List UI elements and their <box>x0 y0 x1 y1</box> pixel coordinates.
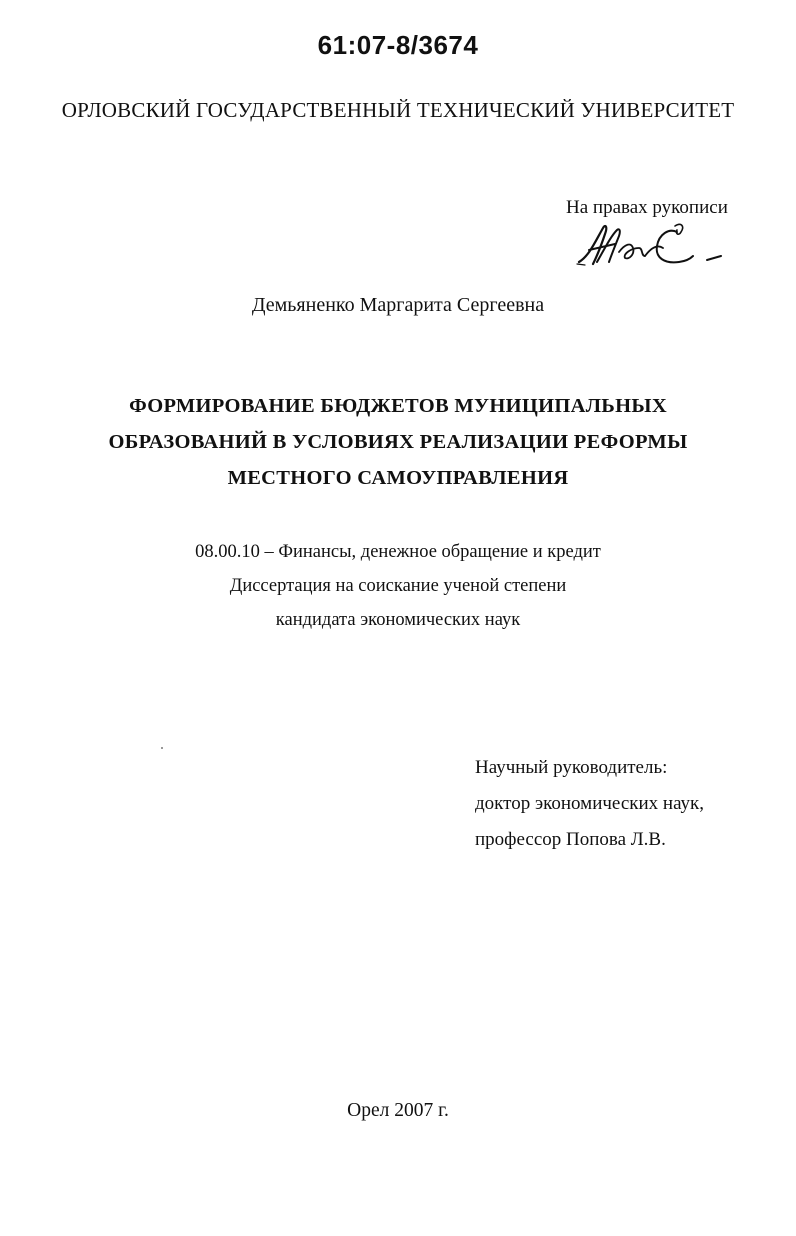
scan-speck <box>161 747 163 749</box>
supervisor-block <box>475 750 704 858</box>
author-name: Демьяненко Маргарита Сергеевна <box>251 294 545 316</box>
title-line: МЕСТНОГО САМОУПРАВЛЕНИЯ <box>227 467 569 489</box>
title-line: ОБРАЗОВАНИЙ В УСЛОВИЯХ РЕАЛИЗАЦИИ РЕФОРМЫ <box>108 431 688 453</box>
rights-note: На правах рукописи <box>566 197 728 218</box>
catalog-number: 61:07-8/3674 <box>317 30 479 60</box>
signature-icon <box>575 218 725 274</box>
dissertation-title <box>0 388 796 496</box>
degree-info <box>0 535 796 637</box>
supervisor-degree: доктор экономических наук, <box>475 793 705 814</box>
specialty-line: 08.00.10 – Финансы, денежное обращение и кредит <box>195 542 601 562</box>
supervisor-label: Научный руководитель: <box>475 757 668 778</box>
place-and-year: Орел 2007 г. <box>347 1100 449 1121</box>
university-name: ОРЛОВСКИЙ ГОСУДАРСТВЕННЫЙ ТЕХНИЧЕСКИЙ УНИВЕРСИТЕТ <box>61 98 735 122</box>
title-line: ФОРМИРОВАНИЕ БЮДЖЕТОВ МУНИЦИПАЛЬНЫХ <box>129 395 667 417</box>
supervisor-name: профессор Попова Л.В. <box>475 829 666 850</box>
degree-field-line: кандидата экономических наук <box>275 610 521 630</box>
degree-line: Диссертация на соискание ученой степени <box>229 576 567 596</box>
